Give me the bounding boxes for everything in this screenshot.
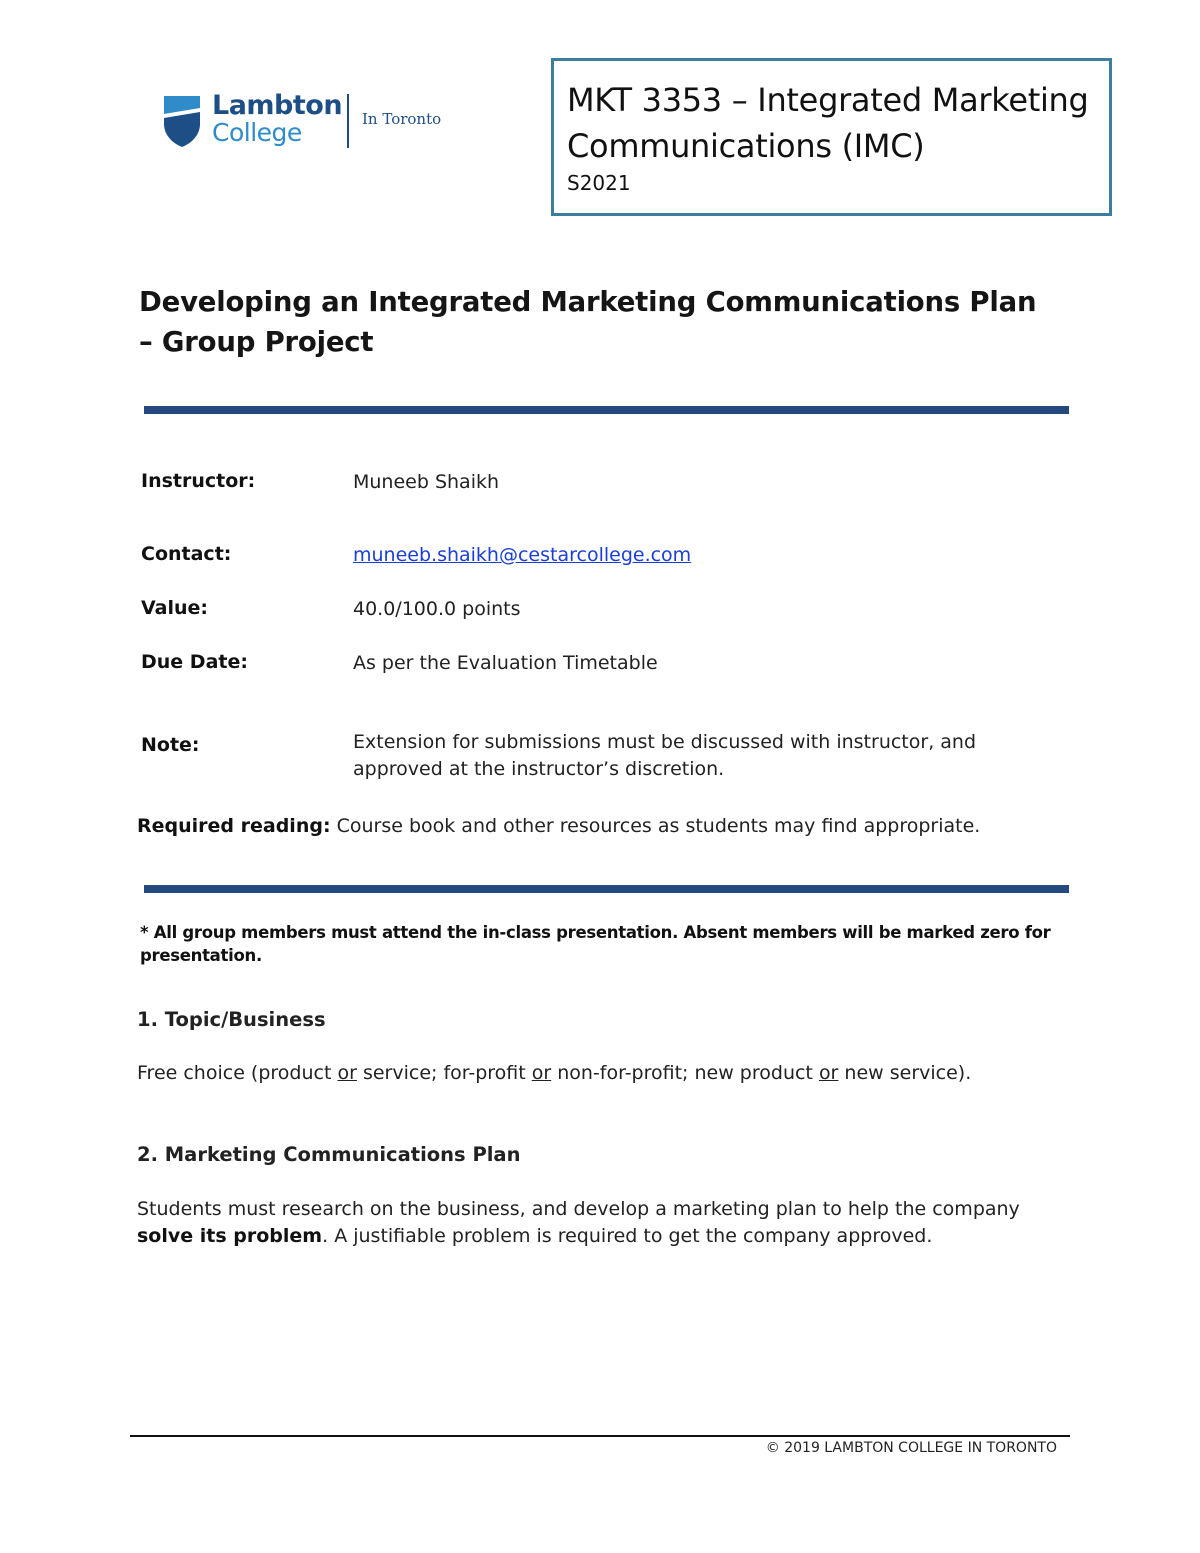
section1-text-part: new service). [838, 1062, 972, 1084]
required-reading [137, 813, 1067, 840]
attendance-notice: * All group members must attend the in-class presentation. Absent members will be marked zero for presentation. [140, 923, 1051, 965]
required-reading-text: Course book and other resources as students may find appropriate. [330, 815, 981, 837]
lambton-college-logo [162, 90, 452, 152]
section2-text [137, 1196, 1037, 1250]
contact-email-link[interactable]: muneeb.shaikh@cestarcollege.com [353, 544, 692, 566]
section1-text-part: non-for-profit; new product [551, 1062, 819, 1084]
due-date-value: As per the Evaluation Timetable [353, 652, 658, 674]
section2-heading: 2. Marketing Communications Plan [137, 1143, 521, 1166]
section1-text-part: Free choice (product [137, 1062, 338, 1084]
section2-text-part: . A justifiable problem is required to get the company approved. [322, 1225, 933, 1247]
bottom-divider [144, 885, 1069, 893]
due-date-label: Due Date: [141, 651, 248, 673]
note-value: Extension for submissions must be discussed with instructor, and approved at the instructor’s discretion. [353, 731, 977, 780]
logo-college: College [212, 118, 302, 147]
logo-name: Lambton [212, 90, 343, 121]
section1-text [137, 1060, 1067, 1087]
required-reading-label: Required reading: [137, 815, 331, 837]
course-box [551, 58, 1112, 216]
top-divider [144, 406, 1069, 414]
course-term: S2021 [567, 171, 631, 195]
contact-value-row [353, 542, 1033, 569]
logo-divider [347, 94, 349, 148]
contact-label: Contact: [141, 543, 232, 565]
course-title: MKT 3353 – Integrated Marketing Communications (IMC) [567, 81, 1089, 165]
value-value: 40.0/100.0 points [353, 598, 521, 620]
instructor-label: Instructor: [141, 470, 256, 492]
or-underlined: or [818, 1062, 839, 1084]
footer-rule [130, 1435, 1070, 1437]
shield-icon [162, 94, 202, 148]
section1-heading: 1. Topic/Business [137, 1008, 326, 1031]
logo-city: In Toronto [362, 110, 442, 128]
document-title: Developing an Integrated Marketing Communications Plan – Group Project [139, 286, 1037, 358]
footer-copyright: © 2019 LAMBTON COLLEGE IN TORONTO [765, 1440, 1057, 1456]
or-underlined: or [531, 1062, 552, 1084]
section1-text-part: service; for-profit [356, 1062, 532, 1084]
section2-text-part: Students must research on the business, and develop a marketing plan to help the company [137, 1198, 1020, 1220]
or-underlined: or [337, 1062, 357, 1084]
value-label: Value: [141, 597, 209, 619]
note-label: Note: [141, 734, 200, 756]
instructor-value: Muneeb Shaikh [353, 471, 500, 493]
section2-bold: solve its problem [137, 1225, 323, 1247]
